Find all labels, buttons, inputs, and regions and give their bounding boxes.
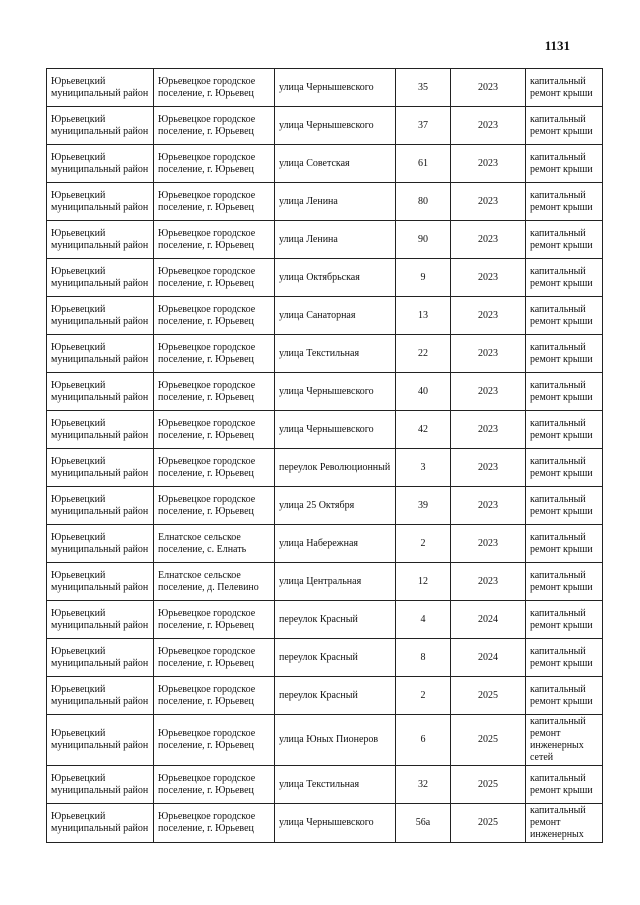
district-cell: Юрьевецкий муниципальный район — [47, 677, 154, 715]
year-cell: 2023 — [451, 449, 526, 487]
table-row — [47, 715, 603, 766]
settlement-cell: Юрьевецкое городское поселение, г. Юрьевец — [154, 804, 275, 843]
work-type-cell: капитальный ремонт крыши — [526, 221, 603, 259]
settlement-cell: Юрьевецкое городское поселение, г. Юрьевец — [154, 677, 275, 715]
house-number-cell: 13 — [396, 297, 451, 335]
house-number-cell: 3 — [396, 449, 451, 487]
table-row — [47, 639, 603, 677]
street-cell: улица Текстильная — [275, 766, 396, 804]
settlement-cell: Юрьевецкое городское поселение, г. Юрьевец — [154, 297, 275, 335]
work-type-cell: капитальный ремонт крыши — [526, 766, 603, 804]
district-cell: Юрьевецкий муниципальный район — [47, 804, 154, 843]
street-cell: улица Чернышевского — [275, 411, 396, 449]
work-type-cell: капитальный ремонт крыши — [526, 449, 603, 487]
settlement-cell: Юрьевецкое городское поселение, г. Юрьевец — [154, 373, 275, 411]
settlement-cell: Юрьевецкое городское поселение, г. Юрьевец — [154, 639, 275, 677]
settlement-cell: Юрьевецкое городское поселение, г. Юрьевец — [154, 766, 275, 804]
table-row — [47, 107, 603, 145]
year-cell: 2023 — [451, 525, 526, 563]
page-number: 1131 — [544, 38, 570, 53]
settlement-cell: Юрьевецкое городское поселение, г. Юрьевец — [154, 335, 275, 373]
settlement-cell: Юрьевецкое городское поселение, г. Юрьевец — [154, 107, 275, 145]
district-cell: Юрьевецкий муниципальный район — [47, 221, 154, 259]
street-cell: улица Санаторная — [275, 297, 396, 335]
house-number-cell: 9 — [396, 259, 451, 297]
district-cell: Юрьевецкий муниципальный район — [47, 715, 154, 766]
year-cell: 2023 — [451, 487, 526, 525]
table-row — [47, 145, 603, 183]
work-type-cell: капитальный ремонт крыши — [526, 183, 603, 221]
settlement-cell: Юрьевецкое городское поселение, г. Юрьевец — [154, 145, 275, 183]
table-row — [47, 563, 603, 601]
house-number-cell: 37 — [396, 107, 451, 145]
year-cell: 2023 — [451, 335, 526, 373]
settlement-cell: Юрьевецкое городское поселение, г. Юрьевец — [154, 411, 275, 449]
house-number-cell: 80 — [396, 183, 451, 221]
work-type-cell: капитальный ремонт крыши — [526, 563, 603, 601]
year-cell: 2024 — [451, 639, 526, 677]
settlement-cell: Юрьевецкое городское поселение, г. Юрьевец — [154, 715, 275, 766]
year-cell: 2025 — [451, 715, 526, 766]
house-number-cell: 39 — [396, 487, 451, 525]
work-type-cell: капитальный ремонт крыши — [526, 69, 603, 107]
settlement-cell: Елнатское сельское поселение, д. Пелевино — [154, 563, 275, 601]
year-cell: 2025 — [451, 677, 526, 715]
street-cell: переулок Революционный — [275, 449, 396, 487]
settlement-cell: Юрьевецкое городское поселение, г. Юрьевец — [154, 449, 275, 487]
street-cell: улица Чернышевского — [275, 107, 396, 145]
district-cell: Юрьевецкий муниципальный район — [47, 297, 154, 335]
table-row — [47, 335, 603, 373]
work-type-cell: капитальный ремонт крыши — [526, 335, 603, 373]
year-cell: 2023 — [451, 563, 526, 601]
street-cell: улица Центральная — [275, 563, 396, 601]
table-row — [47, 525, 603, 563]
year-cell: 2023 — [451, 221, 526, 259]
settlement-cell: Юрьевецкое городское поселение, г. Юрьевец — [154, 183, 275, 221]
street-cell: переулок Красный — [275, 639, 396, 677]
work-type-cell: капитальный ремонт крыши — [526, 677, 603, 715]
house-number-cell: 32 — [396, 766, 451, 804]
work-type-cell: капитальный ремонт крыши — [526, 107, 603, 145]
work-type-cell: капитальный ремонт крыши — [526, 601, 603, 639]
settlement-cell: Юрьевецкое городское поселение, г. Юрьевец — [154, 487, 275, 525]
work-type-cell: капитальный ремонт крыши — [526, 297, 603, 335]
street-cell: переулок Красный — [275, 677, 396, 715]
table-row — [47, 677, 603, 715]
table-row — [47, 183, 603, 221]
table-row — [47, 411, 603, 449]
street-cell: улица Юных Пионеров — [275, 715, 396, 766]
settlement-cell: Юрьевецкое городское поселение, г. Юрьевец — [154, 69, 275, 107]
year-cell: 2024 — [451, 601, 526, 639]
repair-registry-table — [46, 68, 603, 843]
house-number-cell: 6 — [396, 715, 451, 766]
district-cell: Юрьевецкий муниципальный район — [47, 766, 154, 804]
work-type-cell: капитальный ремонт крыши — [526, 487, 603, 525]
table-row — [47, 766, 603, 804]
house-number-cell: 2 — [396, 525, 451, 563]
work-type-cell: капитальный ремонт крыши — [526, 639, 603, 677]
table-row — [47, 259, 603, 297]
district-cell: Юрьевецкий муниципальный район — [47, 601, 154, 639]
house-number-cell: 61 — [396, 145, 451, 183]
work-type-cell: капитальный ремонт крыши — [526, 411, 603, 449]
year-cell: 2023 — [451, 107, 526, 145]
work-type-cell: капитальный ремонт крыши — [526, 145, 603, 183]
year-cell: 2023 — [451, 411, 526, 449]
table-row — [47, 487, 603, 525]
table-row — [47, 221, 603, 259]
settlement-cell: Юрьевецкое городское поселение, г. Юрьевец — [154, 259, 275, 297]
street-cell: улица Октябрьская — [275, 259, 396, 297]
table-row — [47, 804, 603, 843]
street-cell: улица Ленина — [275, 183, 396, 221]
street-cell: улица Чернышевского — [275, 804, 396, 843]
year-cell: 2023 — [451, 145, 526, 183]
district-cell: Юрьевецкий муниципальный район — [47, 69, 154, 107]
year-cell: 2023 — [451, 373, 526, 411]
settlement-cell: Елнатское сельское поселение, с. Елнать — [154, 525, 275, 563]
district-cell: Юрьевецкий муниципальный район — [47, 525, 154, 563]
street-cell: улица Текстильная — [275, 335, 396, 373]
street-cell: улица Набережная — [275, 525, 396, 563]
house-number-cell: 4 — [396, 601, 451, 639]
year-cell: 2025 — [451, 804, 526, 843]
house-number-cell: 56а — [396, 804, 451, 843]
house-number-cell: 22 — [396, 335, 451, 373]
work-type-cell: капитальный ремонт крыши — [526, 373, 603, 411]
district-cell: Юрьевецкий муниципальный район — [47, 373, 154, 411]
year-cell: 2023 — [451, 259, 526, 297]
table-row — [47, 69, 603, 107]
year-cell: 2025 — [451, 766, 526, 804]
district-cell: Юрьевецкий муниципальный район — [47, 259, 154, 297]
work-type-cell: капитальный ремонт инженерных — [526, 804, 603, 843]
district-cell: Юрьевецкий муниципальный район — [47, 183, 154, 221]
district-cell: Юрьевецкий муниципальный район — [47, 335, 154, 373]
house-number-cell: 35 — [396, 69, 451, 107]
work-type-cell: капитальный ремонт крыши — [526, 259, 603, 297]
year-cell: 2023 — [451, 69, 526, 107]
table-row — [47, 297, 603, 335]
house-number-cell: 90 — [396, 221, 451, 259]
year-cell: 2023 — [451, 297, 526, 335]
street-cell: улица Советская — [275, 145, 396, 183]
street-cell: улица Чернышевского — [275, 373, 396, 411]
year-cell: 2023 — [451, 183, 526, 221]
settlement-cell: Юрьевецкое городское поселение, г. Юрьевец — [154, 601, 275, 639]
district-cell: Юрьевецкий муниципальный район — [47, 487, 154, 525]
house-number-cell: 40 — [396, 373, 451, 411]
district-cell: Юрьевецкий муниципальный район — [47, 145, 154, 183]
district-cell: Юрьевецкий муниципальный район — [47, 107, 154, 145]
district-cell: Юрьевецкий муниципальный район — [47, 411, 154, 449]
district-cell: Юрьевецкий муниципальный район — [47, 449, 154, 487]
table-row — [47, 449, 603, 487]
street-cell: улица Ленина — [275, 221, 396, 259]
district-cell: Юрьевецкий муниципальный район — [47, 639, 154, 677]
house-number-cell: 42 — [396, 411, 451, 449]
table-row — [47, 601, 603, 639]
house-number-cell: 8 — [396, 639, 451, 677]
street-cell: улица Чернышевского — [275, 69, 396, 107]
house-number-cell: 2 — [396, 677, 451, 715]
settlement-cell: Юрьевецкое городское поселение, г. Юрьевец — [154, 221, 275, 259]
district-cell: Юрьевецкий муниципальный район — [47, 563, 154, 601]
street-cell: переулок Красный — [275, 601, 396, 639]
street-cell: улица 25 Октября — [275, 487, 396, 525]
work-type-cell: капитальный ремонт крыши — [526, 525, 603, 563]
house-number-cell: 12 — [396, 563, 451, 601]
table-row — [47, 373, 603, 411]
work-type-cell: капитальный ремонт инженерных сетей — [526, 715, 603, 766]
